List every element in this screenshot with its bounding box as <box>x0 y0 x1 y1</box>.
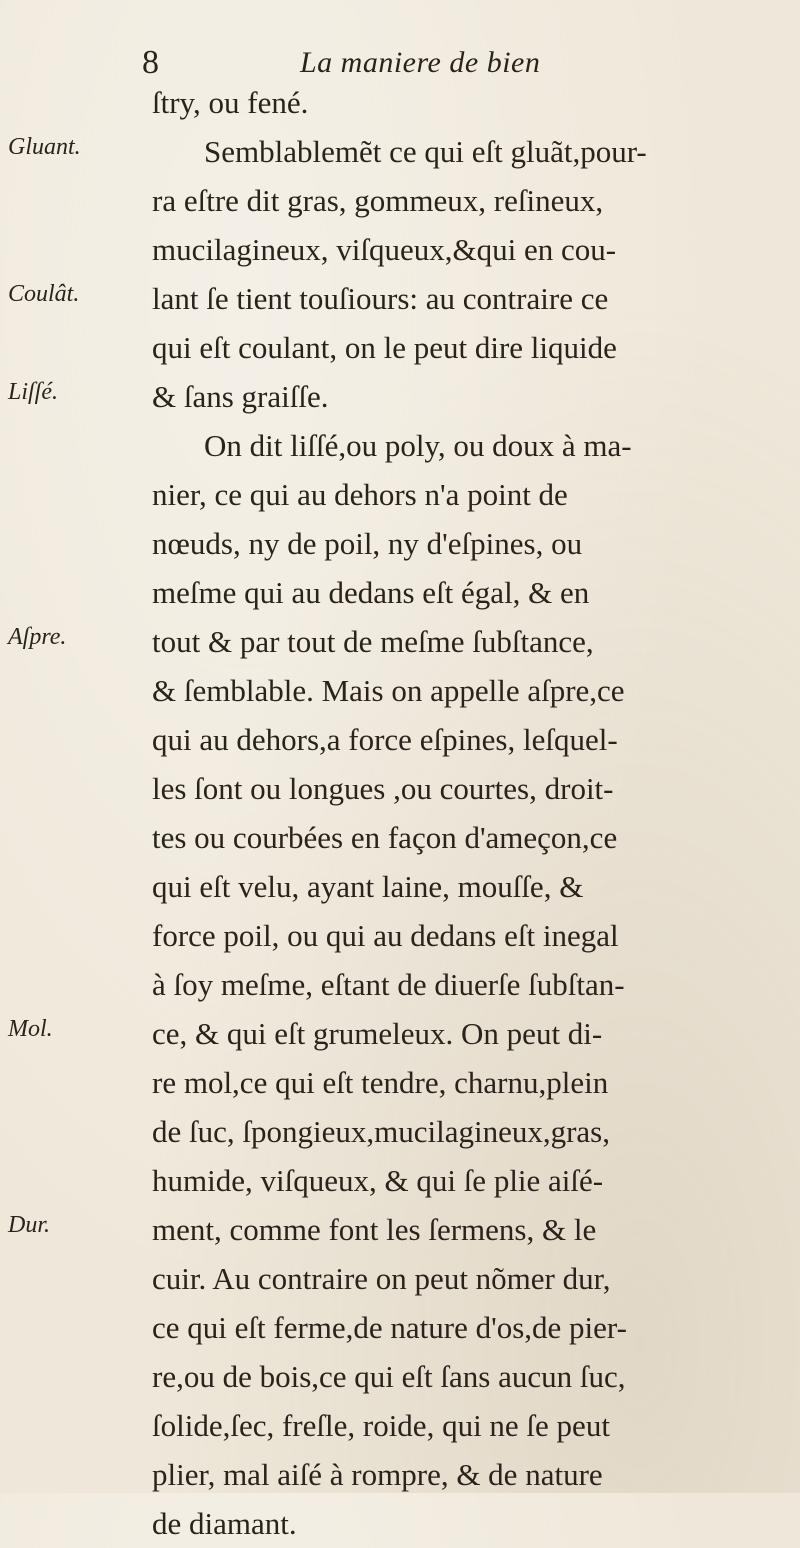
margin-note-mol: Mol. <box>8 1016 53 1042</box>
text-line: re,ou de bois,ce qui eſt ſans aucun ſuc, <box>152 1359 626 1394</box>
text-line: les ſont ou longues ,ou courtes, droit- <box>152 771 614 806</box>
text-line: cuir. Au contraire on peut nõmer dur, <box>152 1261 611 1296</box>
margin-note-gluant: Gluant. <box>8 134 81 160</box>
page-number: 8 <box>142 44 159 81</box>
text-line: ce, & qui eſt grumeleux. On peut di- <box>152 1016 603 1051</box>
text-line: On dit liſſé,ou poly, ou doux à ma- <box>204 428 632 463</box>
text-line: force poil, ou qui au dedans eſt inegal <box>152 918 619 953</box>
text-line: nier, ce qui au dehors n'a point de <box>152 477 568 512</box>
text-line: plier, mal aiſé à rompre, & de nature <box>152 1457 603 1492</box>
margin-note-lisse: Liſſé. <box>8 379 59 405</box>
text-line: mucilagineux, viſqueux,&qui en cou- <box>152 232 617 267</box>
text-line: de diamant. <box>152 1506 297 1541</box>
text-line: nœuds, ny de poil, ny d'eſpines, ou <box>152 526 583 561</box>
text-line: ſtry, ou fené. <box>152 85 309 120</box>
text-line: ſolide,ſec, freſle, roide, qui ne ſe peut <box>152 1408 610 1443</box>
text-line: ce qui eſt ferme,de nature d'os,de pier- <box>152 1310 627 1345</box>
margin-note-dur: Dur. <box>8 1212 51 1238</box>
margin-note-coulant: Coulât. <box>8 281 80 307</box>
text-line: re mol,ce qui eſt tendre, charnu,plein <box>152 1065 609 1100</box>
running-title: La maniere de bien <box>300 46 541 79</box>
text-line: qui eſt velu, ayant laine, mouſſe, & <box>152 869 584 904</box>
margin-note-aspre: Aſpre. <box>8 624 67 650</box>
text-line: ment, comme font les ſermens, & le <box>152 1212 597 1247</box>
text-line: de ſuc, ſpongieux,mucilagineux,gras, <box>152 1114 610 1149</box>
body-text <box>152 78 792 1548</box>
text-line: ra eſtre dit gras, gommeux, reſineux, <box>152 183 604 218</box>
text-line: qui au dehors,a force eſpines, leſquel- <box>152 722 618 757</box>
text-line: lant ſe tient touſiours: au contraire ce <box>152 281 609 316</box>
text-line: & ſemblable. Mais on appelle aſpre,ce <box>152 673 625 708</box>
text-line: tout & par tout de meſme ſubſtance, <box>152 624 594 659</box>
text-line: humide, viſqueux, & qui ſe plie aiſé- <box>152 1163 604 1198</box>
text-line: à ſoy meſme, eſtant de diuerſe ſubſtan- <box>152 967 625 1002</box>
text-line: tes ou courbées en façon d'ameçon,ce <box>152 820 618 855</box>
text-line: Semblablemẽt ce qui eſt gluãt,pour- <box>204 134 647 169</box>
text-line: & ſans graiſſe. <box>152 379 329 414</box>
text-line: qui eſt coulant, on le peut dire liquide <box>152 330 617 365</box>
text-line: meſme qui au dedans eſt égal, & en <box>152 575 590 610</box>
